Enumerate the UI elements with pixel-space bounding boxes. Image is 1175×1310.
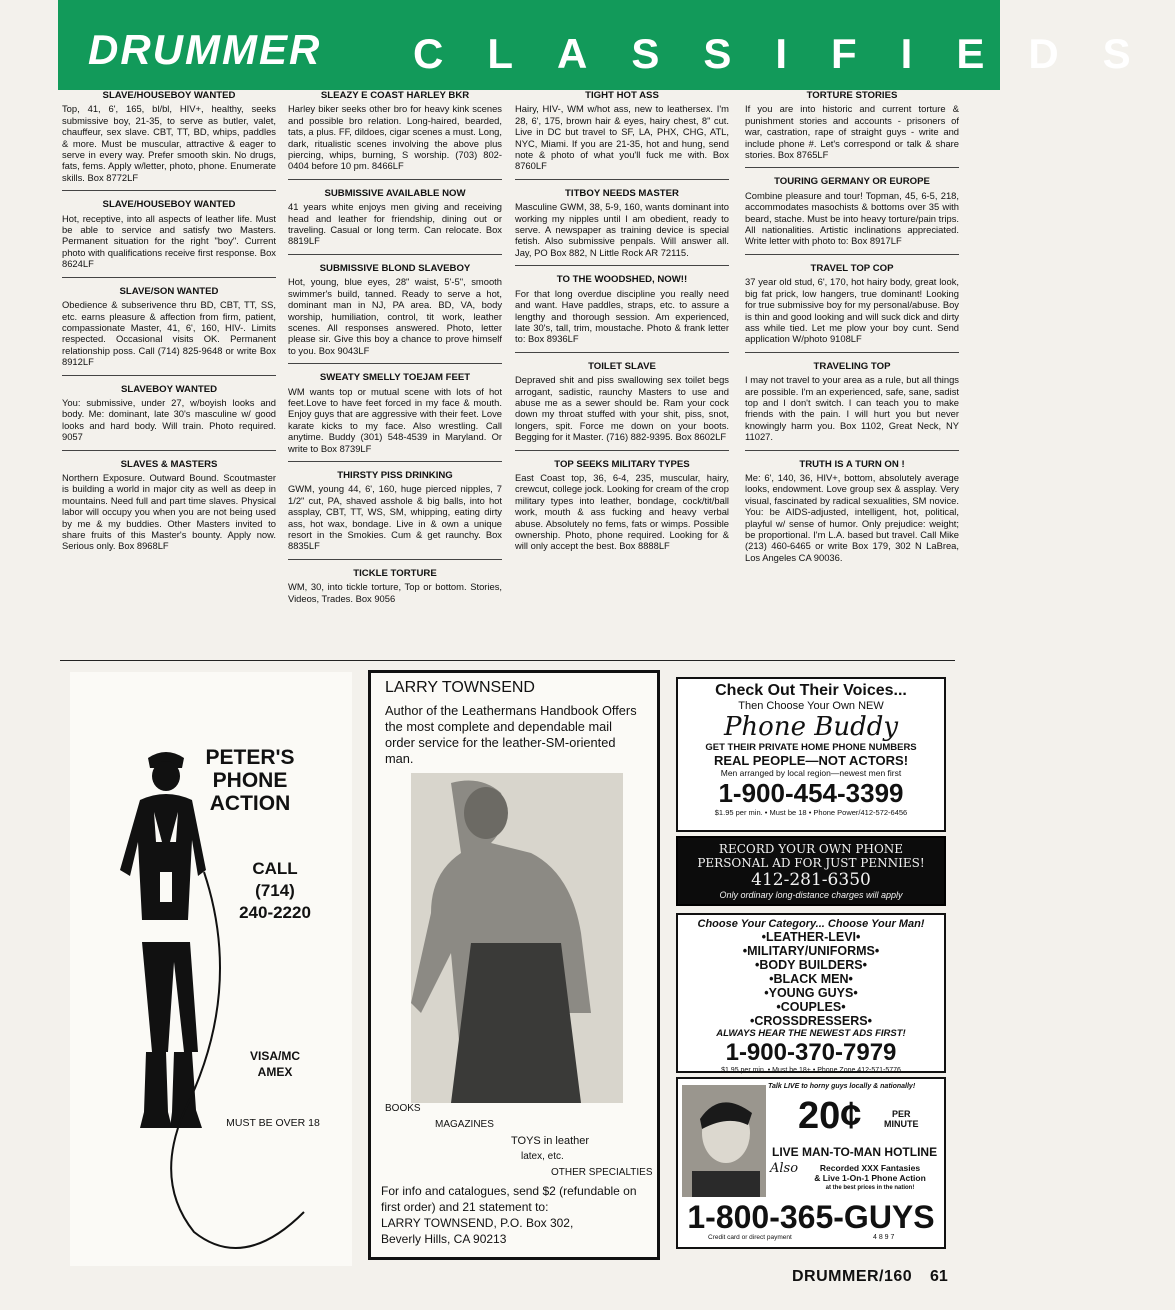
footer-magazine-issue: DRUMMER/160 [792,1268,913,1285]
model-portrait-photo [682,1085,766,1197]
classified-ad-body: Northern Exposure. Outward Bound. Scoutmaster is building a world in major city as well as deep in mountains. Need full and part time slaves. Physical labor will occupy you when you are not being used by me & my buddies. Other Masters invited to share fruits of this Master's bounty. Apply now. Serious only. Box 8968LF [62,471,276,552]
larry-other: OTHER SPECIALTIES [551,1167,653,1178]
hotline-rec1: Recorded XXX Fantasies [819,1163,921,1173]
classified-ad [745,90,959,168]
larry-magazines: MAGAZINES [435,1119,494,1130]
classified-ad-body: WM wants top or mutual scene with lots of hot feet.Love to have feet forced in my face & mouth. Enjoy guys that are aggressive with their feet. Love karate kicks to my face. Also wrestling. Call anytime. Buddy (301) 548-4539 in Maryland. Or write to Box 8739LF [288,385,502,454]
classified-ad-body: Hot, receptive, into all aspects of leather life. Must be able to service and satisfy two Masters. Permanent situation for the right "boy". Current photo with qualifications receive first response. Box 8624LF [62,212,276,270]
choose-category-ad [676,913,946,1073]
classified-ad-title: TITBOY NEEDS MASTER [565,187,679,199]
larry-townsend-ad [368,670,660,1260]
hotline-also: Also [770,1161,799,1176]
hotline-code: 4 8 9 7 [873,1234,895,1241]
hotline-recorded [800,1163,940,1193]
hotline-fine-print: Credit card or direct payment [708,1234,792,1241]
classified-ad [745,176,959,254]
classified-ad-body: Harley biker seeks other bro for heavy kink scenes and possible bro relation. Long-haired, bearded, tats, a plus. FF, dildoes, cigar scenes a must. Long, dark, ritualistic scenes involving the above plus piercing, whips, burning, S worship. (703) 802-0404 before 10 pm. 8466LF [288,103,502,172]
classified-ad-body: Masculine GWM, 38, 5-9, 160, wants dominant into working my nipples until I am obedient, ready to serve. A newspaper as training device is special fetish. Also submissive penpals. Will answer all. Jay, PO Box 882, N Little Rock AR 72115. [515,201,729,258]
page-number: 61 [930,1268,948,1285]
classified-ad-title: SLAVE/HOUSEBOY WANTED [102,90,236,101]
category-item: •MILITARY/UNIFORMS• [742,944,880,958]
peters-phone-action-ad [70,672,352,1266]
phonebuddy-line2: REAL PEOPLE—NOT ACTORS! [713,753,909,768]
classified-ad-title: SLAVEBOY WANTED [120,383,218,395]
classified-ad-body: If you are into historic and current torture & punishment stories and accounts - prisoners of war, castration, rape of straight guys - write and include phone #. Let's correspond or talk & share stories. Box 8765LF [745,103,959,161]
phonebuddy-fine-print: $1.95 per min. • Must be 18 • Phone Power/412-572-6456 [714,808,908,817]
peters-area-code: (714) [255,881,295,900]
category-item: •BLACK MEN• [769,972,853,986]
classified-ad-body: 37 year old stud, 6', 170, hot hairy body, great look, big fat prick, low hangers, true dominant! Looking for true submissive boy for my personal/abuse. Boy is thin and good looking and will suck dick and dirty ass while tied. Let me plow your boy cunt. Send application W/photo 9108LF [745,276,959,345]
peters-call-label: CALL [252,859,298,878]
classified-ad [745,459,959,571]
larry-info: For info and catalogues, send $2 (refundable on first order) and 21 statement to: [381,1184,637,1214]
peters-call-block [220,858,330,924]
classified-ad [288,372,502,462]
larry-address-line2: Beverly Hills, CA 90213 [381,1232,507,1246]
classified-ad-body: Hot, young, blue eyes, 28" waist, 5'-5", smooth swimmer's build, tanned. Ready to serve a hot, dominant man in NJ, PA area. BD, VA, body worship, humiliation, control, tit work, leather scenes. All responses answered. Photo, letter please sir. Give this boy a chance to prove himself to you. Box 9043LF [288,276,502,356]
larry-info-block [381,1183,651,1247]
classified-ad-title: SLAVE/HOUSEBOY WANTED [102,199,236,211]
larry-books: BOOKS [385,1103,421,1114]
peters-title-line3: ACTION [209,792,291,815]
classified-ad [288,263,502,364]
peters-payment [220,1048,330,1080]
classified-ad [515,188,729,266]
classified-ad-title: TORTURE STORIES [806,90,898,101]
classified-ad-body: Hairy, HIV-, WM w/hot ass, new to leathersex. I'm 28, 6', 175, brown hair & eyes, hairy chest, 8" cut. Live in DC but travel to SF, LA, PHX, CHG, ATL, NYC, Miami. If you are 21-35, hot and hung, send note & photo of what you'll fuck me with. Box 8760LF [515,103,729,172]
classified-ad-body: Combine pleasure and tour! Topman, 45, 6-5, 218, accommodates masochists & bottoms over 35 with beard, stache. Must be into heavy torture/pain trips. All nationalities. Artistic inclinations appreciated. Write letter with photo to: Box 8917LF [745,189,959,247]
classified-ad-body: WM, 30, into tickle torture, Top or bottom. Stories, Videos, Trades. Box 9056 [288,581,502,604]
hotline-rec3: at the best prices in the nation! [825,1185,915,1191]
hotline-ad [676,1077,946,1249]
classified-ad [288,470,502,560]
phonebuddy-number: 1-900-454-3399 [718,778,904,808]
classified-ad [515,361,729,451]
classified-ad-body: East Coast top, 36, 6-4, 235, muscular, hairy, crewcut, college jock. Looking for cream of the crop military types into leather, bondage, cock/tit/ball work, mouth & ass fucking and heavy verbal abuse. Absolutely no fems, fats or wimps. Possible ownership. Photo, phone required. Looking for & will only accept the best. Box 8888LF [515,471,729,552]
classified-ad [62,384,276,451]
classifieds-column-4 [745,90,959,578]
hotline-number: 1-800-365-GUYS [687,1199,935,1235]
classified-ad [745,263,959,353]
category-item: •YOUNG GUYS• [764,986,858,1000]
personal-fine-print: Only ordinary long-distance charges will apply [719,890,903,900]
classified-ad-body: You: submissive, under 27, w/boyish looks and body. Me: dominant, late 30's masculine w/ good looks and hard body. Will train. Photo required. 9057 [62,396,276,443]
classified-ad [62,459,276,559]
classified-ad-title: THIRSTY PISS DRINKING [337,469,453,481]
classified-ad [62,199,276,277]
phonebuddy-brand: Phone Buddy [723,712,899,742]
category-list [678,930,944,1028]
category-headline: Choose Your Category... Choose Your Man! [697,918,925,930]
classified-ad-body: For that long overdue discipline you really need and want. Have paddles, straps, etc. to assure a lengthy and thorough session. Am experienced, late 30's, tall, trim, moustache. Photo & frank letter to: Box 8936LF [515,287,729,345]
classified-ad-body: Obedience & subserivence thru BD, CBT, TT, SS, etc. earns pleasure & affection from firm, patient, compassionate Master, 41, 6', 160, HIV-. Limits respected. Occasional visits OK. Permanent relationship poss. Call (714) 825-9648 or write Box 8912LF [62,299,276,368]
peters-title-line1: PETER'S [205,746,295,769]
classified-ad [62,286,276,376]
hotline-per-minute [884,1109,919,1129]
classified-ad [288,188,502,255]
leather-man-illustration [411,773,623,1103]
classified-ad-body: Me: 6', 140, 36, HIV+, bottom, absolutely average looks, endowment. Love group sex & assplay. Very visual, fascinated by radical sexualities, SM novice. You: be AIDS-adjusted, intelligent, hot, political, playful w/ sense of humor. Only prejudice: weight; be proportional. I'm L.A. based but travel. Call Mike (213) 460-6465 or write Box 179, 302 N LaBrea, Los Angeles CA 90036. [745,471,959,563]
peters-visa-mc: VISA/MC [249,1049,300,1063]
classified-ad-title: TRAVEL TOP COP [810,262,894,274]
classified-ad [288,90,502,180]
classified-ad-body: Depraved shit and piss swallowing sex toilet begs arrogant, sadistic, raunchy Masters to use and abuse me as a sewer should be. Ram your cock down my throat stuffed with your shit, piss, snot, longers, spit. Force me down on your boots. Begging for it Master. (716) 882-9395. Box 8602LF [515,374,729,443]
classified-ad-title: TRUTH IS A TURN ON ! [799,458,905,470]
personal-line1: RECORD YOUR OWN PHONE [718,842,904,856]
header-drummer: DRUMMER [88,26,322,73]
classified-ad-title: TOURING GERMANY OR EUROPE [774,176,930,188]
category-item: •CROSSDRESSERS• [750,1014,872,1028]
category-item: •COUPLES• [776,1000,846,1014]
peters-title [175,746,325,815]
hotline-minute: MINUTE [884,1119,919,1129]
phonebuddy-sub: Then Choose Your Own NEW [738,700,884,712]
peters-age-notice: MUST BE OVER 18 [226,1117,320,1129]
peters-title-line2: PHONE [212,769,288,792]
category-always: ALWAYS HEAR THE NEWEST ADS FIRST! [716,1028,906,1039]
classified-ad [62,90,276,191]
classifieds-column-2 [288,90,502,619]
classified-ad-title: SLAVE/SON WANTED [119,285,219,297]
classified-ad-title: TRAVELING TOP [813,360,891,372]
classified-ad-title: SUBMISSIVE AVAILABLE NOW [324,187,466,199]
classified-ad [515,274,729,352]
classified-ad-title: TOILET SLAVE [588,360,656,372]
classified-ad [515,459,729,559]
personal-line2: PERSONAL AD FOR JUST PENNIES! [697,856,925,870]
category-fine-print: $1.95 per min. • Must be 18+ • Phone Zone 412-571-5776 [721,1067,901,1074]
page-header-banner [58,0,1175,90]
header-classifieds: CLASSIFIEDS [413,30,1175,77]
larry-intro: Author of the Leathermans Handbook Offers the most complete and dependable mail order service for the leather-SM-oriented man. [385,703,637,766]
classified-ad-title: TO THE WOODSHED, NOW!! [556,274,688,286]
classified-ad-title: TIGHT HOT ASS [585,90,659,101]
phonebuddy-headline: Check Out Their Voices... [715,682,907,699]
classifieds-column-3 [515,90,729,567]
section-divider [60,660,955,661]
larry-latex: latex, etc. [521,1151,564,1162]
larry-name: LARRY TOWNSEND [385,679,535,696]
classified-ad [515,90,729,180]
classifieds-column-1 [62,90,276,567]
classified-ad-body: 41 years white enjoys men giving and receiving head and leather for friendship, dining out or traveling. Casual or long term. Can relocate. Box 8819LF [288,201,502,247]
classified-ad-title: SUBMISSIVE BLOND SLAVEBOY [319,262,471,274]
category-number: 1-900-370-7979 [725,1039,897,1066]
hotline-price: 20¢ [798,1095,862,1137]
phonebuddy-line3: Men arranged by local region—newest men first [720,768,902,778]
classified-ad-title: TOP SEEKS MILITARY TYPES [554,458,690,470]
classified-ad-title: SWEATY SMELLY TOEJAM FEET [319,372,471,384]
hotline-talk: Talk LIVE to horny guys locally & nationally! [768,1083,916,1090]
hotline-live: LIVE MAN-TO-MAN HOTLINE [772,1145,938,1159]
category-item: •LEATHER-LEVI• [761,930,861,944]
record-personal-ad [676,836,946,906]
classified-ad-body: GWM, young 44, 6', 160, huge pierced nipples, 7 1/2" cut, PA, shaved asshole & big balls, into hot assplay, CBT, TT, WS, SM, whipping, eating dirty ass, hot wax, bondage. Live in & own a unique resort in the Smokies. Cum & get raunchy. Box 8835LF [288,483,502,552]
hotline-rec2: & Live 1-On-1 Phone Action [814,1173,926,1183]
larry-address-line1: LARRY TOWNSEND, P.O. Box 302, [381,1216,574,1230]
classified-ad-body: I may not travel to your area as a rule, but all things are possible. I'm an experienced, safe, sane, sadist top and I don't switch. I can teach you to make friends with the pain. I will hurt you but never knowingly harm you. Box 1102, Great Neck, NY 11027. [745,374,959,443]
peters-phone-number: 240-2220 [239,903,311,922]
peters-amex: AMEX [257,1065,293,1079]
classified-ad-title: SLAVES & MASTERS [120,458,218,470]
personal-number: 412-281-6350 [751,870,871,890]
larry-toys: TOYS in leather [511,1135,590,1147]
classified-ad-title: SLEAZY E COAST HARLEY BKR [320,90,470,101]
classified-ad [288,568,502,611]
hotline-per: PER [891,1109,911,1119]
phone-buddy-ad [676,677,946,832]
classified-ad-title: TICKLE TORTURE [353,567,437,579]
classified-ad-body: Top, 41, 6', 165, bl/bl, HIV+, healthy, seeks submissive boy, 21-35, to serve as butler, valet, chauffeur, sex slave. CBT, TT, BD, whips, paddles & more. Must be muscular, attractive & eager to serve in every way. Prefer smooth skin. No drugs, fats, fems. Apply w/letter, photo, phone. Enumerate skills. Box 8772LF [62,103,276,183]
phonebuddy-line1: GET THEIR PRIVATE HOME PHONE NUMBERS [705,742,917,753]
classified-ad [745,361,959,451]
category-item: •BODY BUILDERS• [754,958,867,972]
